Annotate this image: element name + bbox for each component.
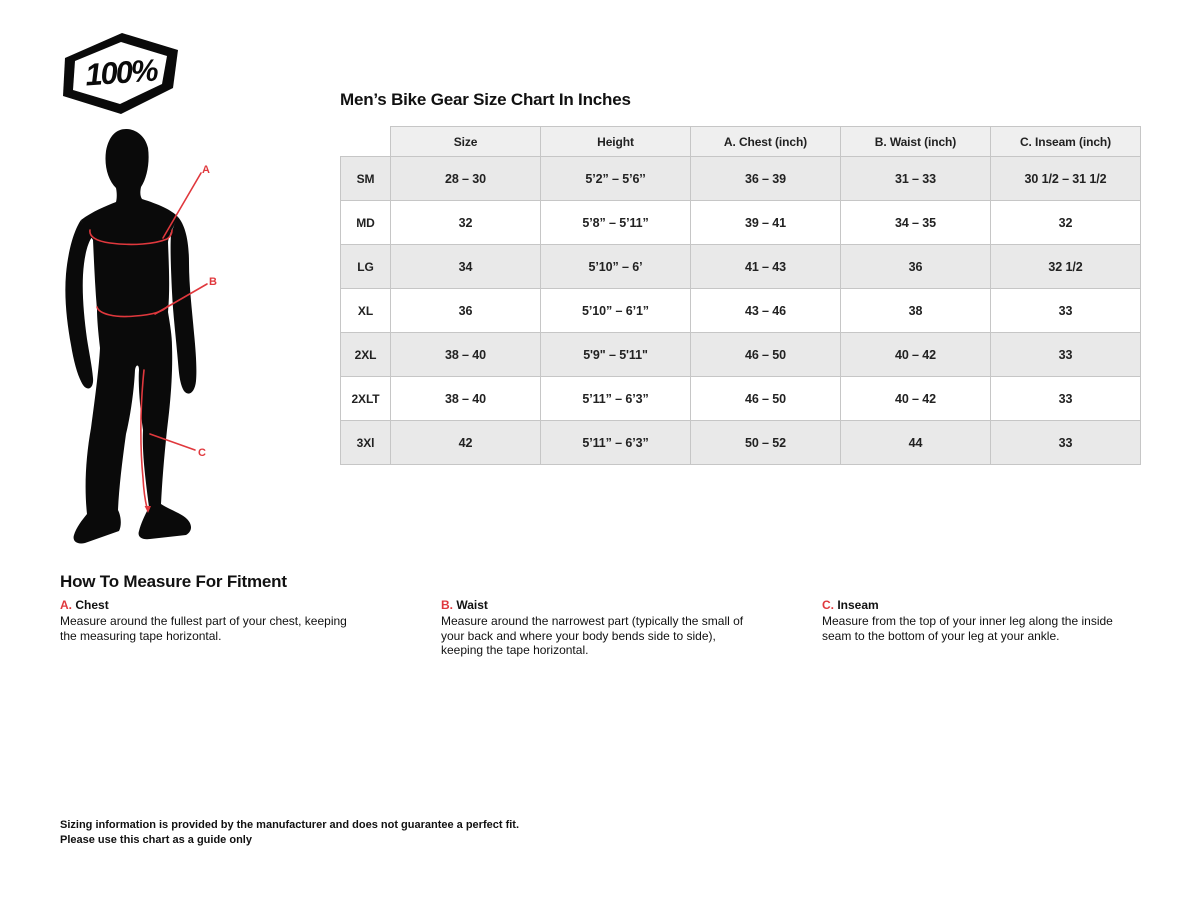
table-row-3xl — [341, 421, 1141, 465]
table-row-sm — [341, 157, 1141, 201]
waist-cell: 38 — [841, 289, 991, 333]
col-header-size: Size — [391, 127, 541, 157]
howto-heading: How To Measure For Fitment — [60, 572, 287, 591]
measure-section-inseam — [822, 598, 1127, 643]
col-header-height: Height — [541, 127, 691, 157]
height-cell: 5’11” – 6’3” — [541, 421, 691, 465]
measure-text-chest: Measure around the fullest part of your chest, keeping the measuring tape horizontal. — [60, 614, 347, 643]
chest-cell: 50 – 52 — [691, 421, 841, 465]
inseam-cell: 30 1/2 – 31 1/2 — [991, 157, 1141, 201]
inseam-cell: 32 — [991, 201, 1141, 245]
measure-section-waist — [441, 598, 746, 658]
row-label: LG — [341, 245, 391, 289]
chest-cell: 46 – 50 — [691, 333, 841, 377]
chest-cell: 43 – 46 — [691, 289, 841, 333]
table-header-row — [341, 127, 1141, 157]
size-cell: 38 – 40 — [391, 333, 541, 377]
row-label: SM — [341, 157, 391, 201]
row-label: MD — [341, 201, 391, 245]
size-cell: 38 – 40 — [391, 377, 541, 421]
waist-cell: 36 — [841, 245, 991, 289]
100-percent-logo-icon — [57, 28, 185, 116]
size-cell: 42 — [391, 421, 541, 465]
measure-letter-a: A. — [60, 598, 72, 612]
col-header-chest: A. Chest (inch) — [691, 127, 841, 157]
male-silhouette-icon — [55, 118, 315, 563]
row-label: XL — [341, 289, 391, 333]
height-cell: 5’2” – 5’6’’ — [541, 157, 691, 201]
chest-cell: 46 – 50 — [691, 377, 841, 421]
measure-letter-b: B. — [441, 598, 453, 612]
measure-text-inseam: Measure from the top of your inner leg along the inside seam to the bottom of your leg at your ankle. — [822, 614, 1113, 643]
corner-cell — [341, 127, 391, 157]
waist-cell: 40 – 42 — [841, 333, 991, 377]
size-cell: 34 — [391, 245, 541, 289]
measure-section-title — [441, 598, 746, 612]
chest-cell: 39 – 41 — [691, 201, 841, 245]
col-header-inseam: C. Inseam (inch) — [991, 127, 1141, 157]
table-row-md — [341, 201, 1141, 245]
inseam-cell: 33 — [991, 421, 1141, 465]
brand-logo — [57, 28, 185, 116]
measure-name-chest: Chest — [75, 598, 109, 612]
row-label: 3Xl — [341, 421, 391, 465]
size-table-container — [340, 126, 1141, 465]
height-cell: 5'9" – 5'11" — [541, 333, 691, 377]
waist-cell: 31 – 33 — [841, 157, 991, 201]
measure-letter-c: C. — [822, 598, 834, 612]
inseam-cell: 33 — [991, 333, 1141, 377]
figure-label-b: B — [209, 276, 217, 288]
table-row-2xl — [341, 333, 1141, 377]
height-cell: 5’10” – 6’ — [541, 245, 691, 289]
height-cell: 5’10” – 6’1” — [541, 289, 691, 333]
inseam-cell: 33 — [991, 289, 1141, 333]
measure-name-waist: Waist — [456, 598, 488, 612]
table-row-lg — [341, 245, 1141, 289]
size-cell: 28 – 30 — [391, 157, 541, 201]
inseam-cell: 32 1/2 — [991, 245, 1141, 289]
height-cell: 5’8” – 5’11” — [541, 201, 691, 245]
chest-cell: 36 – 39 — [691, 157, 841, 201]
page-title: Men’s Bike Gear Size Chart In Inches — [340, 90, 631, 109]
disclaimer-line-1: Sizing information is provided by the manufacturer and does not guarantee a perfect fit. — [60, 819, 520, 831]
measure-section-title — [60, 598, 365, 612]
disclaimer-line-2: Please use this chart as a guide only — [60, 833, 252, 846]
waist-cell: 40 – 42 — [841, 377, 991, 421]
table-row-xl — [341, 289, 1141, 333]
measurement-figure — [55, 118, 315, 563]
size-cell: 32 — [391, 201, 541, 245]
measure-name-inseam: Inseam — [837, 598, 879, 612]
disclaimer — [60, 818, 519, 847]
row-label: 2XLT — [341, 377, 391, 421]
measure-section-title — [822, 598, 1127, 612]
size-cell: 36 — [391, 289, 541, 333]
col-header-waist: B. Waist (inch) — [841, 127, 991, 157]
table-row-2xlt — [341, 377, 1141, 421]
height-cell: 5’11” – 6’3” — [541, 377, 691, 421]
inseam-cell: 33 — [991, 377, 1141, 421]
logo-text: 100% — [84, 52, 158, 93]
waist-cell: 34 – 35 — [841, 201, 991, 245]
figure-label-a: A — [202, 164, 210, 176]
chest-cell: 41 – 43 — [691, 245, 841, 289]
measure-text-waist: Measure around the narrowest part (typically the small of your back and where your body bends side to side), keeping the tape horizontal. — [441, 614, 744, 657]
size-table — [340, 126, 1141, 465]
row-label: 2XL — [341, 333, 391, 377]
figure-label-c: C — [198, 447, 206, 459]
waist-cell: 44 — [841, 421, 991, 465]
measure-section-chest — [60, 598, 365, 643]
